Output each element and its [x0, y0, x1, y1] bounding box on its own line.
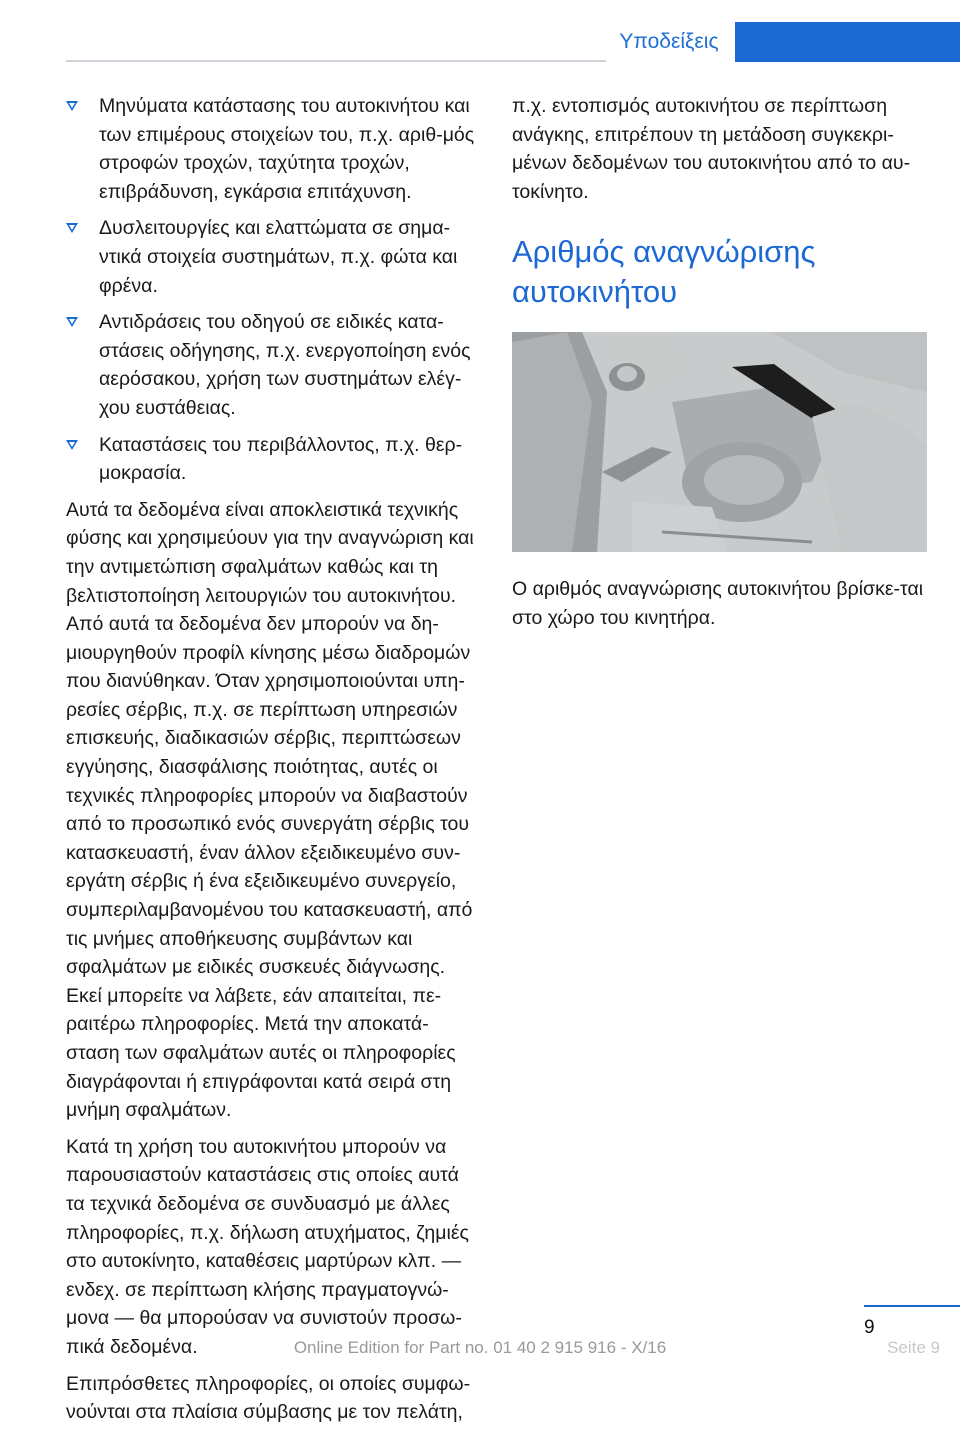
engine-bay-photo	[512, 332, 927, 552]
section-title: Υποδείξεις	[619, 30, 719, 53]
bullet-item: Μηνύματα κατάστασης του αυτοκινήτου και των επιμέρους στοιχείων του, π.χ. αριθ-μός στροφών τροχών, ταχύτητα τροχών, επιβράδυνση, εγκάρσια επιτάχυνση.	[66, 92, 480, 206]
bullet-item: Καταστάσεις του περιβάλλοντος, π.χ. θερ-μοκρασία.	[66, 431, 480, 488]
triangle-bullet-icon	[66, 101, 78, 111]
paragraph-technical-data: Αυτά τα δεδομένα είναι αποκλειστικά τεχνικής φύσης και χρησιμεύουν για την αναγνώριση και την αντιμετώπιση σφαλμάτων καθώς και τη βελτιστοποίηση λειτουργιών του αυτοκινήτου. Από αυτά τα δεδομένα δεν μπορούν να δη-μιουργηθούν προφίλ κίνησης μέσω διαδρομών που διανύθηκαν. Όταν χρησιμοποιούνται υπη-ρεσίες σέρβις, π.χ. σε περίπτωση υπηρεσιών επισκευής, διαδικασιών σέρβις, περιπτώσεων εγγύησης, διασφάλισης ποιότητας, αυτές οι τεχνικές πληροφορίες μπορούν να διαβαστούν από το προσωπικό ενός συνεργάτη σέρβις του κατασκευαστή, έναν άλλον εξειδικευμένο συν-εργάτη σέρβις ή ένα εξειδικευμένο συνεργείο, συμπεριλαμβανομένου του κατασκευαστή, από τις μνήμες αποθήκευσης συμβάντων και σφαλμάτων με ειδικές συσκευές διάγνωσης. Εκεί μπορείτε να λάβετε, εάν απαιτείται, πε-ραιτέρω πληροφορίες. Μετά την αποκατά-σταση των σφαλμάτων αυτές οι πληροφορίες διαγράφονται ή επιγράφονται κατά σειρά στη μνήμη σφαλμάτων.	[66, 498, 474, 1122]
page-number: 9	[864, 1317, 875, 1338]
paragraph-continuation: π.χ. εντοπισμός αυτοκινήτου σε περίπτωση ανάγκης, επιτρέπουν τη μετάδοση συγκεκρι-μένων δεδομένων του αυτοκινήτου από το αυ-τοκίνητο.	[512, 95, 911, 203]
triangle-bullet-icon	[66, 317, 78, 327]
right-column	[512, 92, 926, 640]
footer-edition: Online Edition for Part no. 01 40 2 915 916 - X/16	[293, 1338, 667, 1357]
header-tab	[735, 22, 960, 62]
triangle-bullet-icon	[66, 223, 78, 233]
watermark-logo: Seite 9	[887, 1338, 940, 1357]
vin-heading: Αριθμός αναγνώρισης αυτοκινήτου	[512, 234, 816, 310]
bullet-item: Αντιδράσεις του οδηγού σε ειδικές κατα-στάσεις οδήγησης, π.χ. ενεργοποίηση ενός αερόσακου, χρήση των συστημάτων ελέγ-χου ευστάθειας.	[66, 308, 480, 422]
triangle-bullet-icon	[66, 440, 78, 450]
bullet-list	[66, 92, 480, 488]
left-column	[66, 92, 480, 1435]
paragraph-personal-data: Κατά τη χρήση του αυτοκινήτου μπορούν να παρουσιαστούν καταστάσεις στις οποίες αυτά τα τεχνικά δεδομένα σε συνδυασμό με άλλες πληροφορίες, π.χ. δήλωση ατυχήματος, ζημιές στο αυτοκίνητο, καταθέσεις μαρτύρων κλπ. — ενδεχ. σε περίπτωση κλήσης πραγματογνώ-μονα — θα μπορούσαν να συνιστούν προσω-πικά δεδομένα.	[66, 1135, 469, 1358]
vin-location-caption: Ο αριθμός αναγνώρισης αυτοκινήτου βρίσκε-ται στο χώρο του κινητήρα.	[512, 577, 924, 629]
header-rule	[66, 60, 606, 62]
paragraph-additional-info: Επιπρόσθετες πληροφορίες, οι οποίες συμφω-νούνται στα πλαίσια σύμβασης με τον πελάτη,	[66, 1372, 471, 1424]
bullet-item: Δυσλειτουργίες και ελαττώματα σε σημα-ντικά στοιχεία συστημάτων, π.χ. φώτα και φρένα.	[66, 214, 480, 300]
footer-rule	[864, 1305, 960, 1307]
